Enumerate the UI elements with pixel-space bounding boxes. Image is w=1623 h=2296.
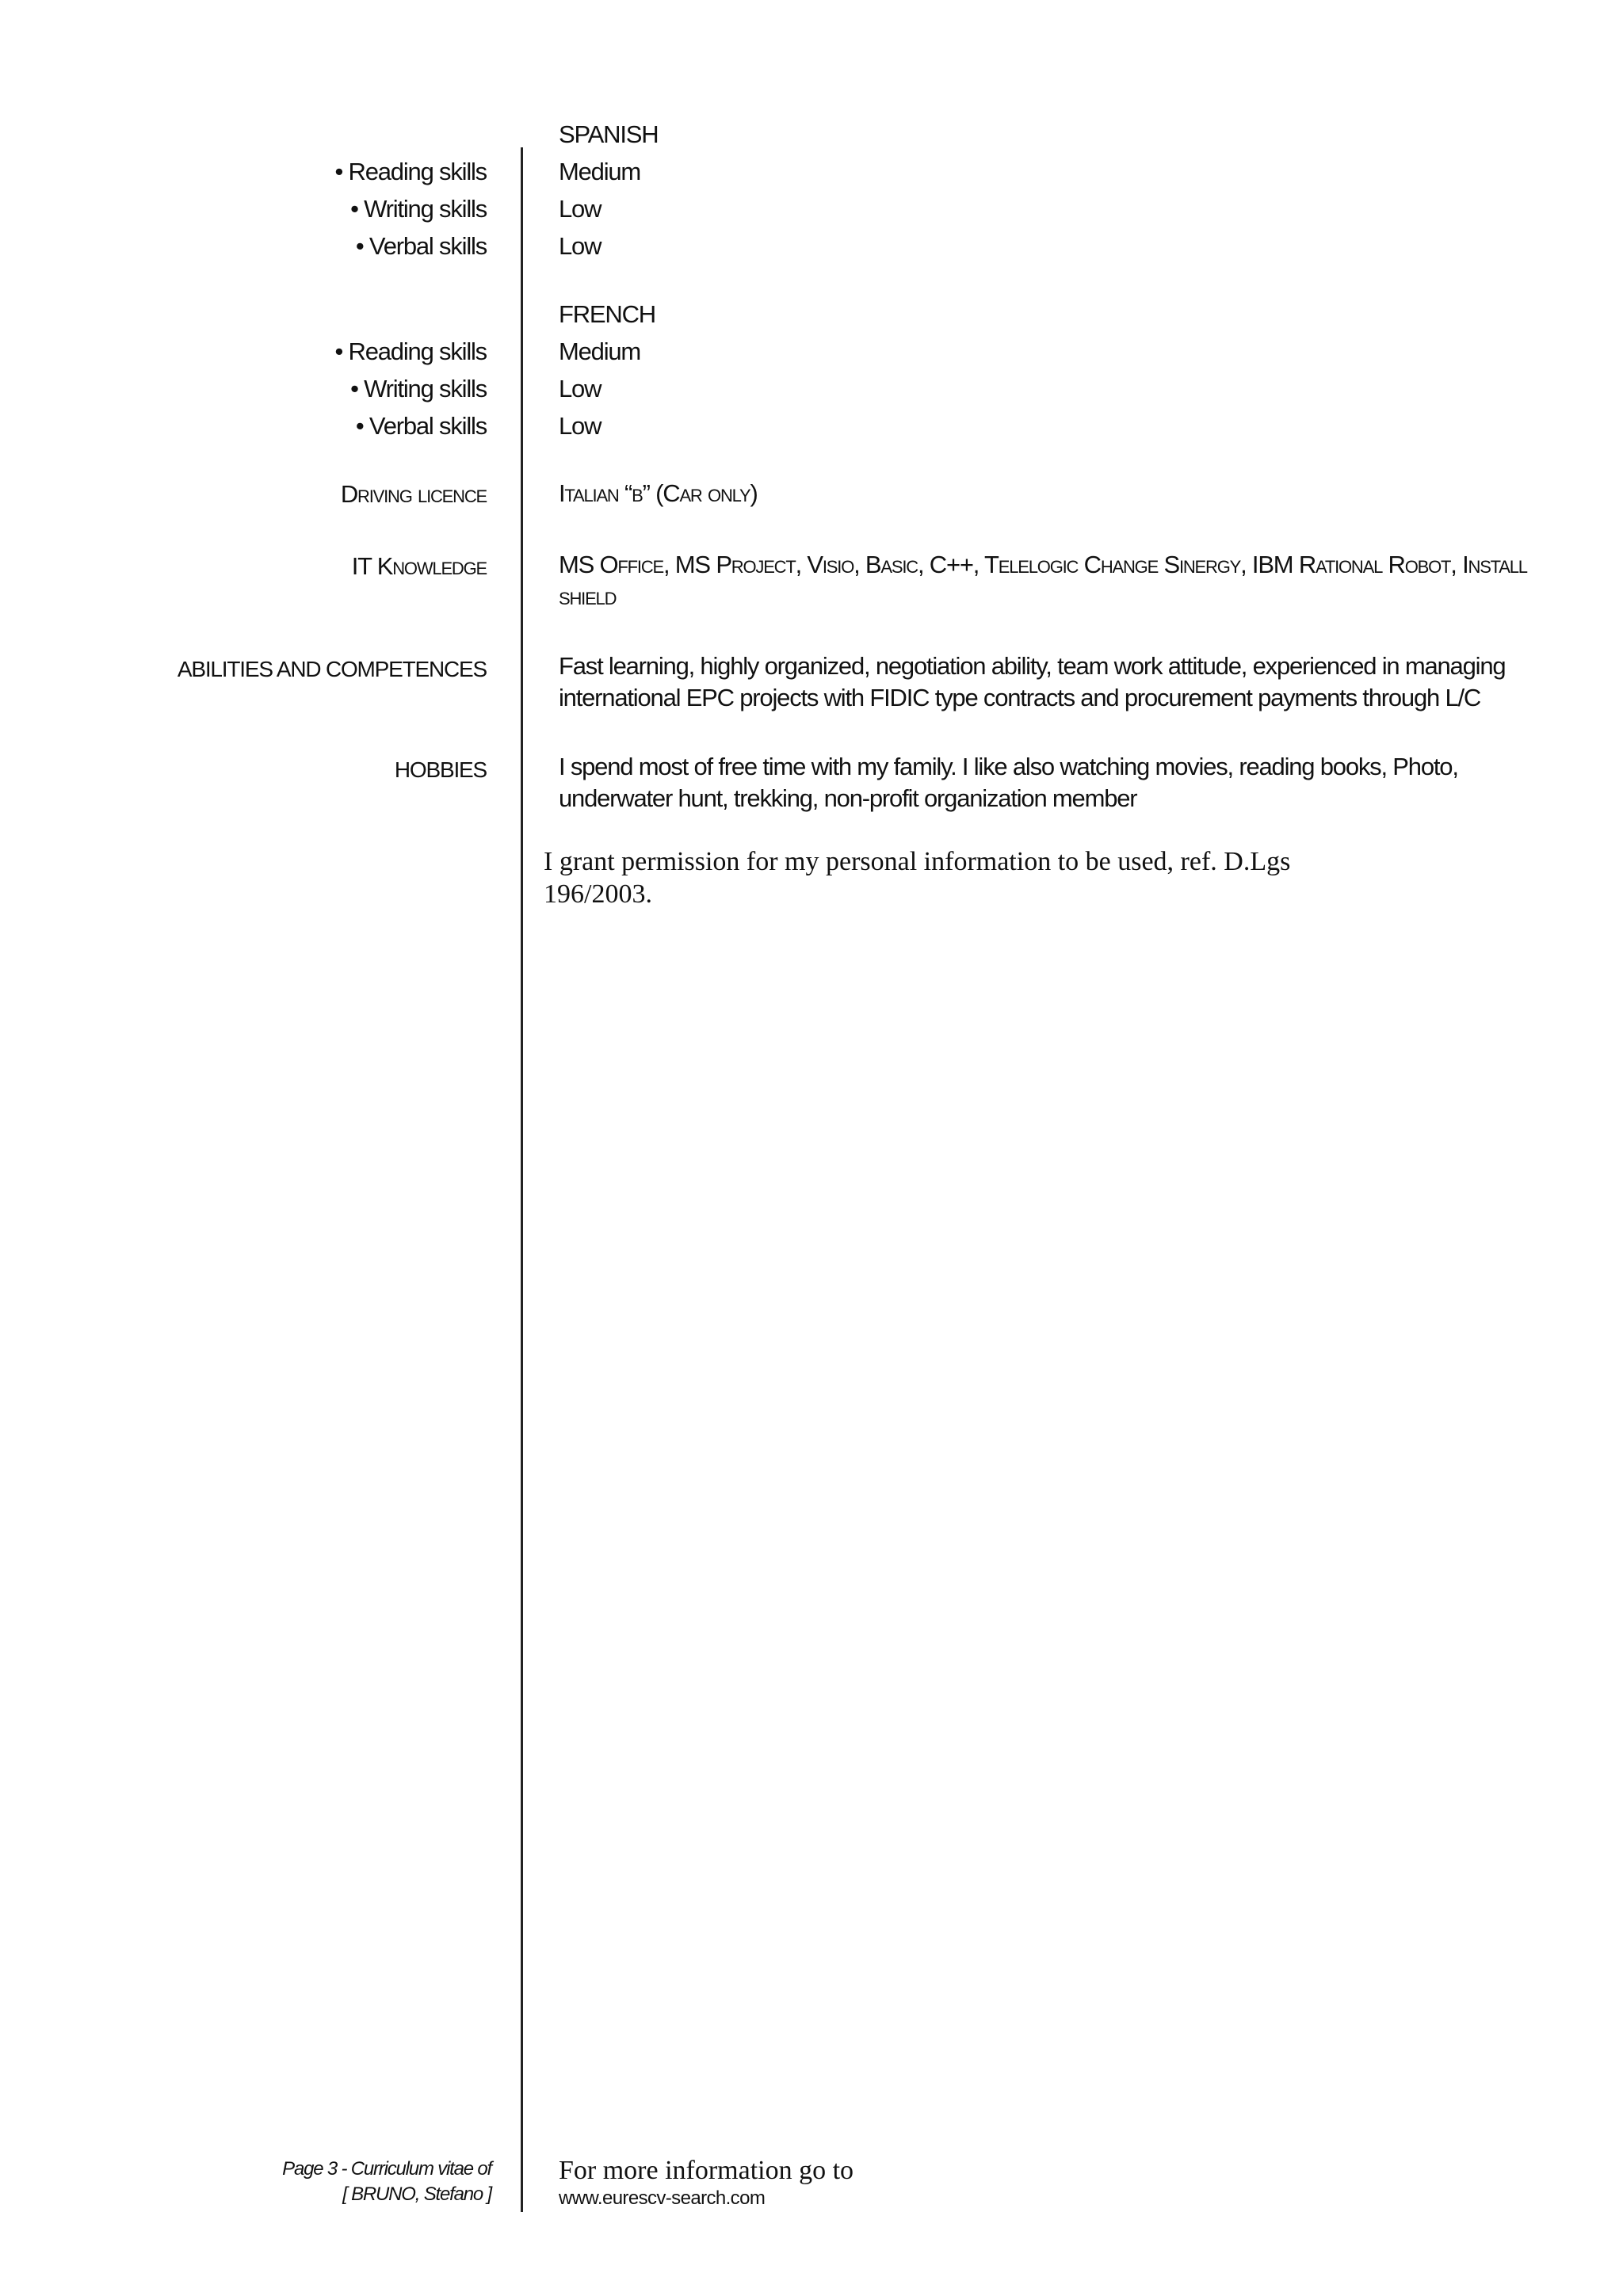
it-knowledge-label: IT Knowledge [351, 552, 487, 580]
it-knowledge-value: MS Office, MS Project, Visio, Basic, C++, Telelogic Change Sinergy, IBM Rational Robot, Install shield [559, 551, 1527, 610]
skill-level: Medium [559, 338, 641, 365]
skill-level: Low [559, 195, 601, 223]
page-footer-right [559, 2155, 854, 2210]
driving-licence-value: Italian “b” (Car only) [559, 479, 758, 507]
hobbies-value: I spend most of free time with my family. I like also watching movies, reading books, Photo, underwater hunt, trekking, non-profit organization member [559, 753, 1458, 812]
skill-level: Low [559, 412, 601, 440]
language-name-french: FRENCH [559, 300, 655, 328]
more-info-text: For more information go to [559, 2156, 854, 2185]
more-info-url[interactable]: www.eurescv-search.com [559, 2187, 766, 2209]
abilities-label: ABILITIES AND COMPETENCES [177, 657, 487, 681]
skill-label: • Writing skills [350, 195, 487, 223]
privacy-consent: I grant permission for my personal information to be used, ref. D.Lgs 196/2003. [544, 847, 1291, 909]
skill-level: Low [559, 232, 601, 260]
skill-level: Medium [559, 158, 641, 185]
hobbies-label: HOBBIES [394, 757, 487, 782]
page-number-line: Page 3 - Curriculum vitae of [282, 2158, 491, 2180]
abilities-value: Fast learning, highly organized, negotiation ability, team work attitude, experienced in managing international EPC projects with FIDIC type contracts and procurement payments through L/C [559, 652, 1506, 711]
skill-level: Low [559, 375, 601, 402]
cv-owner-name: [ BRUNO, Stefano ] [342, 2183, 491, 2205]
driving-licence-label: Driving licence [340, 480, 487, 508]
page-footer-left [282, 2157, 491, 2207]
skill-label: • Verbal skills [355, 412, 487, 440]
column-divider [521, 147, 523, 2212]
skill-label: • Verbal skills [355, 232, 487, 260]
skill-label: • Reading skills [334, 338, 487, 365]
skill-label: • Writing skills [350, 375, 487, 402]
language-name-spanish: SPANISH [559, 120, 659, 148]
skill-label: • Reading skills [334, 158, 487, 185]
